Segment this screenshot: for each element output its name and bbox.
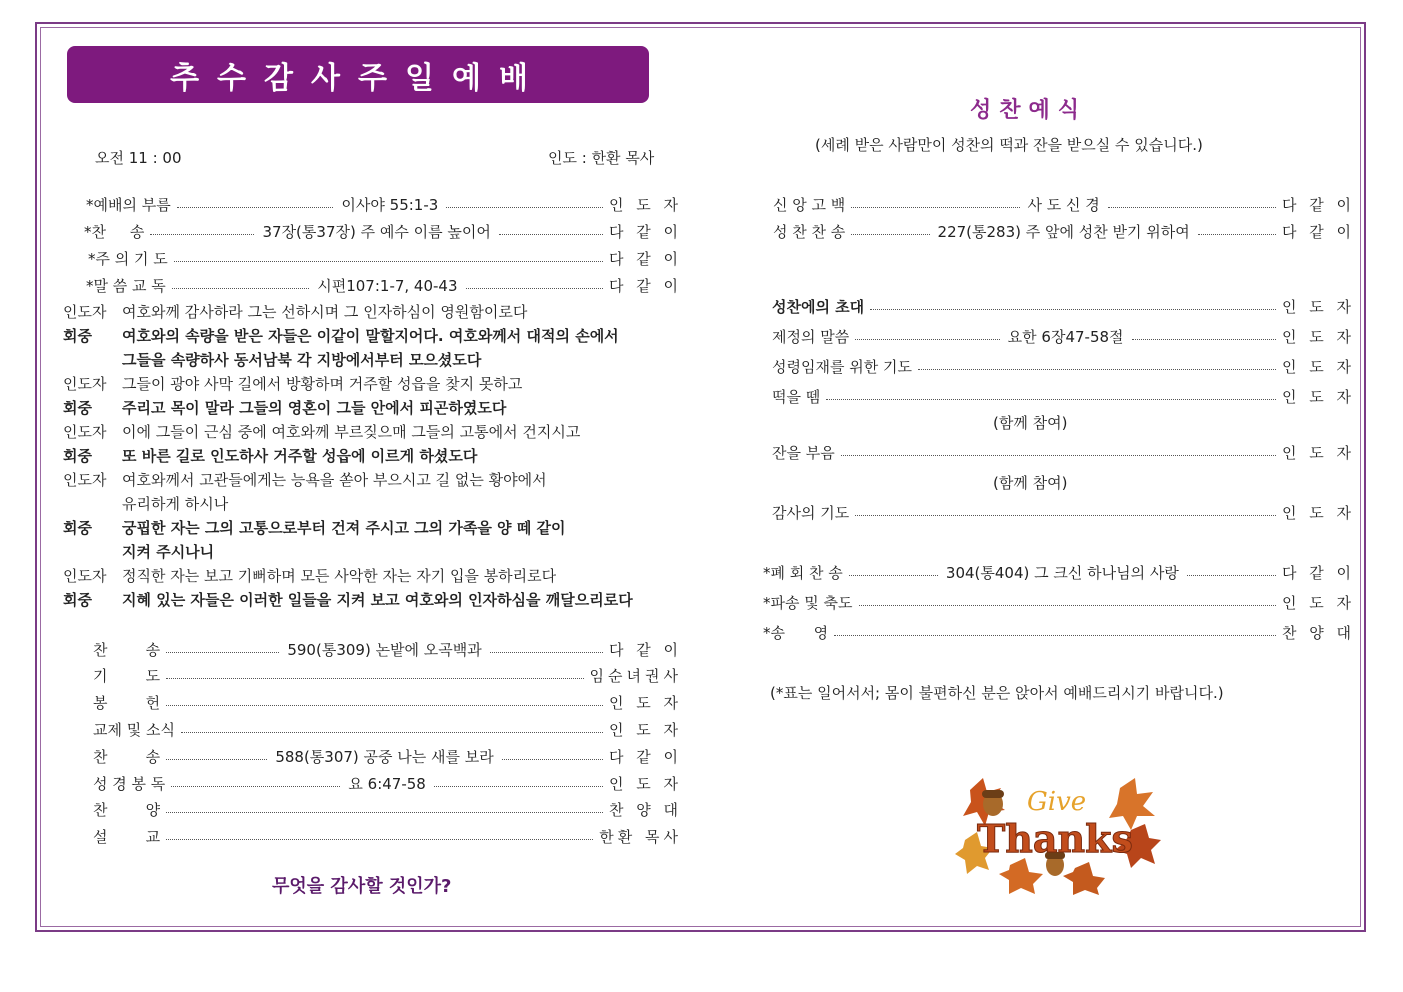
dot-leader bbox=[166, 759, 267, 760]
responsive-speaker: 인도자 bbox=[63, 471, 107, 489]
row-responsible: 인 도 자 bbox=[1281, 297, 1355, 316]
order-row bbox=[93, 799, 682, 821]
row-label: 감사의 기도 bbox=[772, 503, 850, 522]
dot-leader bbox=[499, 234, 603, 235]
row-content: 이사야 55:1-3 bbox=[341, 195, 439, 214]
together-note-1: (함께 참여) bbox=[993, 414, 1068, 432]
communion-title: 성찬예식 bbox=[970, 98, 1088, 123]
row-label: 성 경 봉 독 bbox=[93, 774, 166, 793]
row-responsible: 인 도 자 bbox=[608, 694, 682, 713]
cup-row bbox=[772, 441, 1355, 463]
row-label: 설 교 bbox=[93, 828, 161, 847]
row-label: 잔을 부음 bbox=[772, 443, 835, 462]
row-content: 304(통404) 그 크신 하나님의 사랑 bbox=[945, 563, 1179, 582]
give-text: Give bbox=[1027, 787, 1087, 817]
responsive-speaker: 회중 bbox=[63, 519, 92, 537]
responsive-text: 여호와의 속량을 받은 자들은 이같이 말할지어다. 여호와께서 대적의 손에서 bbox=[122, 327, 619, 345]
dot-leader bbox=[849, 575, 938, 576]
row-label: 기 도 bbox=[93, 667, 161, 686]
dot-leader bbox=[150, 234, 254, 235]
order-row bbox=[93, 745, 682, 767]
row-label: 제정의 말씀 bbox=[772, 327, 850, 346]
responsive-text: 지켜 주시나니 bbox=[122, 543, 215, 561]
row-content: 시편107:1-7, 40-43 bbox=[317, 276, 458, 295]
responsive-text: 여호와께 감사하라 그는 선하시며 그 인자하심이 영원함이로다 bbox=[122, 303, 528, 321]
service-leader: 인도 : 한환 목사 bbox=[548, 149, 655, 167]
row-responsible: 다 같 이 bbox=[609, 276, 683, 295]
row-content: 590(통309) 논밭에 오곡백과 bbox=[287, 640, 482, 659]
responsive-speaker: 인도자 bbox=[63, 423, 107, 441]
row-responsible: 찬 양 대 bbox=[1281, 623, 1355, 642]
service-title-banner: 추수감사주일예배 bbox=[67, 46, 649, 103]
dot-leader bbox=[855, 515, 1276, 516]
dot-leader bbox=[177, 207, 334, 208]
dot-leader bbox=[446, 207, 603, 208]
dot-leader bbox=[918, 369, 1276, 370]
dot-leader bbox=[855, 339, 999, 340]
row-responsible: 인 도 자 bbox=[608, 720, 682, 739]
order-row bbox=[86, 274, 682, 296]
row-responsible: 인 도 자 bbox=[1281, 443, 1355, 462]
row-label: *송 영 bbox=[763, 623, 829, 642]
responsive-speaker: 인도자 bbox=[63, 303, 107, 321]
order-row bbox=[93, 772, 682, 794]
row-label: 교제 및 소식 bbox=[93, 720, 175, 739]
dot-leader bbox=[166, 839, 593, 840]
communion-note: (세례 받은 사람만이 성찬의 떡과 잔을 받으실 수 있습니다.) bbox=[815, 136, 1203, 154]
dot-leader bbox=[466, 288, 603, 289]
dot-leader bbox=[1187, 575, 1276, 576]
row-responsible: 다 같 이 bbox=[1282, 222, 1356, 241]
responsive-text: 이에 그들이 근심 중에 여호와께 부르짖으매 그들의 고통에서 건지시고 bbox=[122, 423, 581, 441]
row-content: 37장(통37장) 주 예수 이름 높이어 bbox=[262, 222, 491, 241]
responsive-speaker: 회중 bbox=[63, 327, 92, 345]
responsive-text: 또 바른 길로 인도하사 거주할 성읍에 이르게 하셨도다 bbox=[122, 447, 478, 465]
order-row bbox=[93, 826, 682, 848]
dot-leader bbox=[490, 652, 603, 653]
responsive-text: 유리하게 하시나 bbox=[122, 495, 229, 513]
row-responsible: 인 도 자 bbox=[1281, 593, 1355, 612]
row-content: 요한 6장47-58절 bbox=[1007, 327, 1124, 346]
row-content: 227(통283) 주 앞에 성찬 받기 위하여 bbox=[937, 222, 1190, 241]
order-row bbox=[772, 295, 1355, 317]
order-row bbox=[763, 591, 1355, 613]
row-label: *찬 송 bbox=[84, 222, 145, 241]
row-responsible: 다 같 이 bbox=[1282, 195, 1356, 214]
row-content: 사 도 신 경 bbox=[1027, 195, 1100, 214]
row-responsible: 인 도 자 bbox=[1281, 327, 1355, 346]
row-responsible: 인 도 자 bbox=[609, 774, 683, 793]
row-responsible: 인 도 자 bbox=[1281, 503, 1355, 522]
row-label: 찬 송 bbox=[93, 747, 161, 766]
row-responsible: 임순녀권사 bbox=[589, 667, 682, 686]
order-row bbox=[772, 355, 1355, 377]
order-row bbox=[773, 220, 1355, 242]
dot-leader bbox=[166, 705, 603, 706]
order-row bbox=[93, 718, 682, 740]
dot-leader bbox=[166, 678, 583, 679]
thanks-text: Thanks bbox=[977, 816, 1133, 861]
row-content: 요 6:47-58 bbox=[348, 774, 426, 793]
dot-leader bbox=[851, 207, 1019, 208]
dot-leader bbox=[841, 455, 1276, 456]
dot-leader bbox=[859, 605, 1276, 606]
dot-leader bbox=[870, 309, 1276, 310]
responsive-text: 궁핍한 자는 그의 고통으로부터 건져 주시고 그의 가족을 양 떼 같이 bbox=[122, 519, 566, 537]
responsive-text: 지혜 있는 자들은 이러한 일들을 지켜 보고 여호와의 인자하심을 깨달으리로다 bbox=[122, 591, 633, 609]
dot-leader bbox=[1132, 339, 1276, 340]
row-label: *주 의 기 도 bbox=[88, 249, 168, 268]
dot-leader bbox=[171, 786, 340, 787]
order-row bbox=[773, 193, 1355, 215]
order-row bbox=[88, 247, 682, 269]
row-label: *파송 및 축도 bbox=[763, 593, 853, 612]
dot-leader bbox=[1198, 234, 1276, 235]
dot-leader bbox=[851, 234, 929, 235]
row-label: 떡을 뗌 bbox=[772, 387, 821, 406]
order-row bbox=[772, 325, 1355, 347]
dot-leader bbox=[174, 261, 603, 262]
responsive-text: 그들이 광야 사막 길에서 방황하며 거주할 성읍을 찾지 못하고 bbox=[122, 375, 523, 393]
row-responsible: 다 같 이 bbox=[1282, 563, 1356, 582]
row-responsible: 인 도 자 bbox=[608, 195, 682, 214]
footnote: (*표는 일어서서; 몸이 불편하신 분은 앉아서 예배드리시기 바랍니다.) bbox=[770, 684, 1224, 702]
responsive-text: 정직한 자는 보고 기뻐하며 모든 사악한 자는 자기 입을 봉하리로다 bbox=[122, 567, 557, 585]
order-row bbox=[93, 638, 682, 660]
order-row bbox=[772, 385, 1355, 407]
row-label: 성령임재를 위한 기도 bbox=[772, 357, 912, 376]
responsive-speaker: 회중 bbox=[63, 399, 92, 417]
dot-leader bbox=[166, 652, 279, 653]
order-row bbox=[93, 692, 682, 714]
order-row bbox=[84, 220, 682, 242]
order-row bbox=[86, 193, 682, 215]
responsive-text: 그들을 속량하사 동서남북 각 지방에서부터 모으셨도다 bbox=[122, 351, 482, 369]
row-label: *폐 회 찬 송 bbox=[763, 563, 843, 582]
row-label: 찬 양 bbox=[93, 801, 161, 820]
dot-leader bbox=[434, 786, 603, 787]
together-note-2: (함께 참여) bbox=[993, 474, 1068, 492]
row-responsible: 다 같 이 bbox=[608, 249, 682, 268]
row-responsible: 인 도 자 bbox=[1281, 357, 1355, 376]
row-label: 성찬에의 초대 bbox=[772, 297, 865, 316]
row-responsible: 인 도 자 bbox=[1281, 387, 1355, 406]
order-row bbox=[93, 665, 682, 687]
give-thanks-illustration bbox=[955, 770, 1165, 895]
dot-leader bbox=[834, 635, 1276, 636]
row-label: 봉 헌 bbox=[93, 694, 161, 713]
dot-leader bbox=[826, 399, 1276, 400]
row-responsible: 다 같 이 bbox=[608, 222, 682, 241]
row-responsible: 다 같 이 bbox=[608, 747, 682, 766]
responsive-speaker: 회중 bbox=[63, 591, 92, 609]
row-responsible: 찬 양 대 bbox=[608, 801, 682, 820]
order-row bbox=[763, 561, 1355, 583]
dot-leader bbox=[1108, 207, 1276, 208]
order-row bbox=[763, 621, 1355, 643]
responsive-text: 주리고 목이 말라 그들의 영혼이 그들 안에서 피곤하였도다 bbox=[122, 399, 507, 417]
row-label: *예배의 부름 bbox=[86, 195, 171, 214]
row-label: 성 찬 찬 송 bbox=[773, 222, 846, 241]
row-label: 신 앙 고 백 bbox=[773, 195, 846, 214]
row-label: 찬 송 bbox=[93, 640, 161, 659]
service-time: 오전 11 : 00 bbox=[95, 149, 182, 167]
sermon-title: 무엇을 감사할 것인가? bbox=[272, 876, 452, 897]
responsive-speaker: 인도자 bbox=[63, 567, 107, 585]
dot-leader bbox=[172, 288, 309, 289]
responsive-speaker: 인도자 bbox=[63, 375, 107, 393]
row-content: 588(통307) 공중 나는 새를 보라 bbox=[275, 747, 494, 766]
thanks-prayer-row bbox=[772, 501, 1355, 523]
responsive-text: 여호와께서 고관들에게는 능욕을 쏟아 부으시고 길 없는 황야에서 bbox=[122, 471, 547, 489]
row-responsible: 한환 목사 bbox=[599, 828, 682, 847]
dot-leader bbox=[166, 812, 603, 813]
dot-leader bbox=[502, 759, 603, 760]
dot-leader bbox=[181, 732, 603, 733]
responsive-speaker: 회중 bbox=[63, 447, 92, 465]
row-label: *말 씀 교 독 bbox=[86, 276, 166, 295]
row-responsible: 다 같 이 bbox=[608, 640, 682, 659]
